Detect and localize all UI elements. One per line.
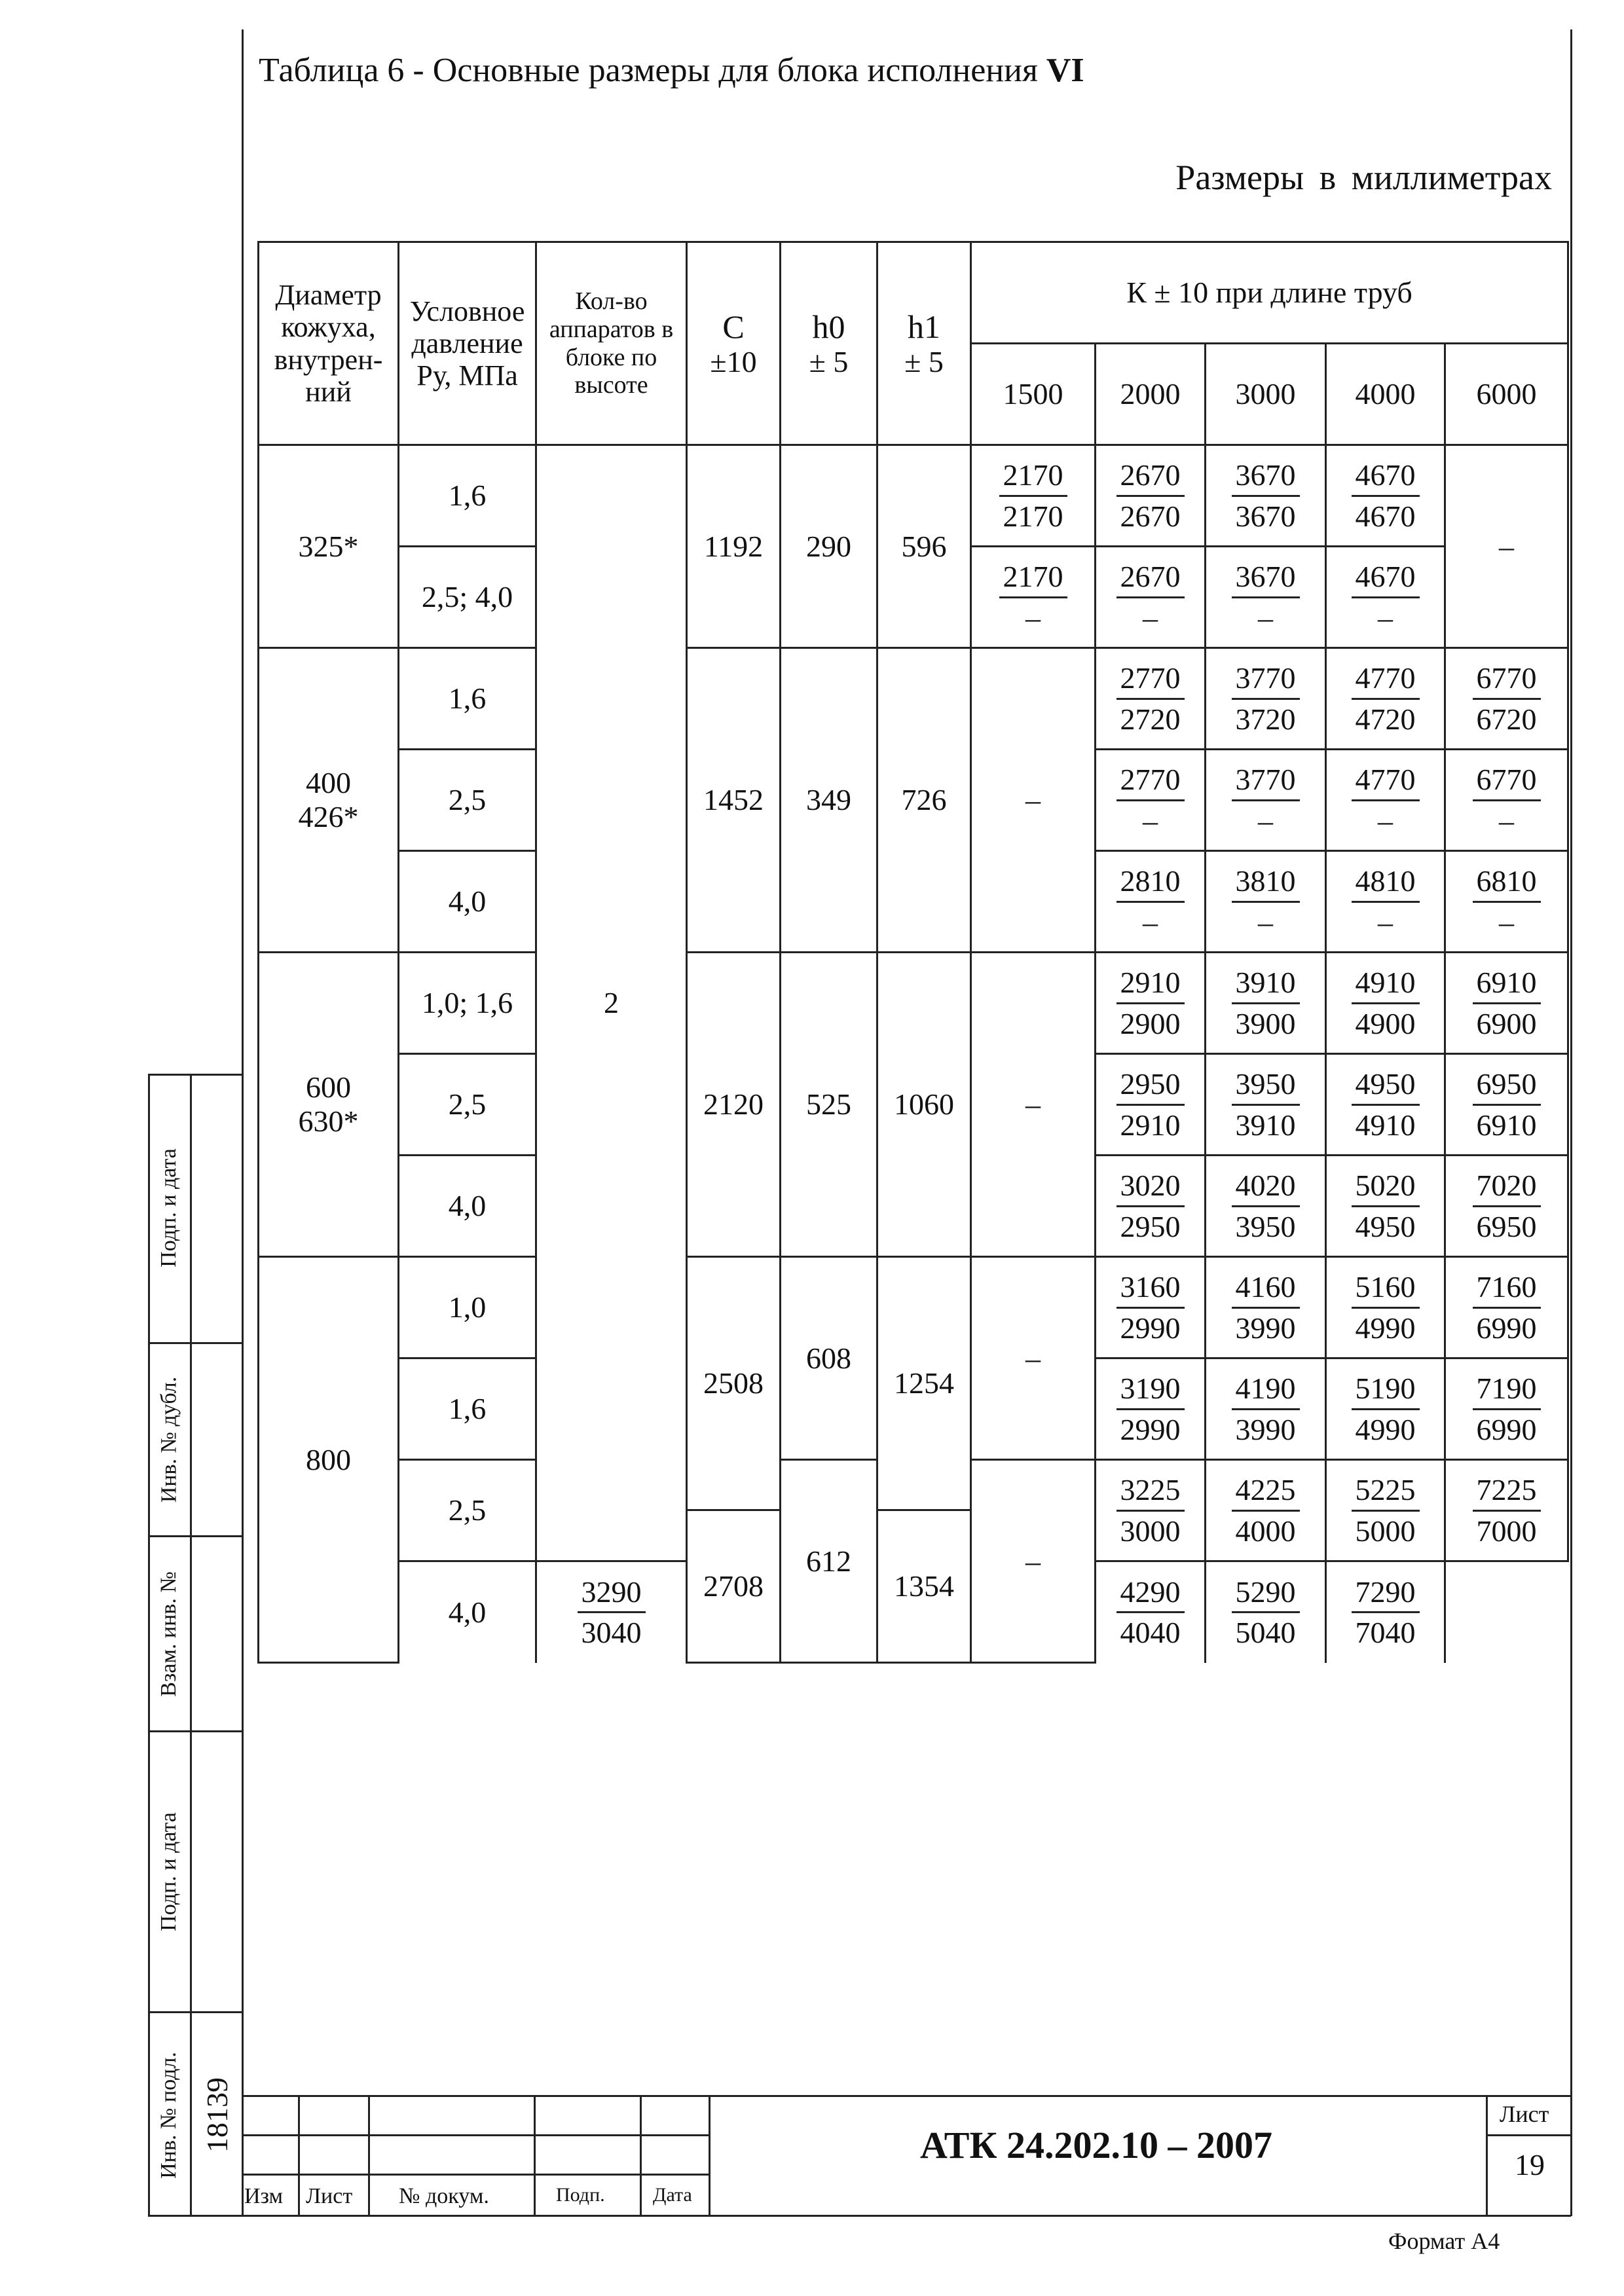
k-denominator: 2910 xyxy=(1120,1108,1181,1142)
cell-k xyxy=(1326,1460,1445,1561)
cell-h1: 1254 xyxy=(877,1257,971,1510)
cell-k xyxy=(1096,1358,1206,1460)
k-numerator: 7160 xyxy=(1473,1270,1541,1309)
cell-c: 2120 xyxy=(687,953,781,1257)
k-denominator: 3000 xyxy=(1120,1514,1181,1548)
tb-rule xyxy=(640,2095,642,2217)
k-numerator: 2810 xyxy=(1116,864,1185,903)
k-numerator: 4160 xyxy=(1232,1270,1300,1309)
cell-k xyxy=(1096,1561,1206,1663)
cell-pressure: 1,6 xyxy=(399,648,536,750)
tb-rule xyxy=(298,2095,300,2217)
k-denominator: 3720 xyxy=(1235,702,1296,736)
cell-k xyxy=(1326,851,1445,953)
k-numerator: 3950 xyxy=(1232,1067,1300,1106)
cell-k xyxy=(1206,750,1326,851)
k-denominator: – xyxy=(1143,803,1158,837)
k-numerator: 4910 xyxy=(1352,966,1420,1004)
cell-k xyxy=(1206,1156,1326,1257)
k-numerator: 4670 xyxy=(1352,458,1420,497)
cell-c: 1192 xyxy=(687,445,781,648)
cell-pressure: 4,0 xyxy=(399,1156,536,1257)
k-numerator: 7020 xyxy=(1473,1169,1541,1207)
header-c-label: С xyxy=(722,308,745,345)
k-numerator: 3290 xyxy=(578,1575,646,1614)
cell-k xyxy=(1326,1257,1445,1358)
k-denominator: 3900 xyxy=(1235,1006,1296,1040)
k-numerator: 4225 xyxy=(1232,1473,1300,1512)
cell-k xyxy=(1326,1561,1445,1663)
k-denominator: 2990 xyxy=(1120,1311,1181,1345)
k-numerator: 5020 xyxy=(1352,1169,1420,1207)
side-label: Инв. № дубл. xyxy=(157,1376,181,1503)
table-title xyxy=(259,51,1084,90)
cell-c: 1452 xyxy=(687,648,781,953)
cell-k xyxy=(1445,953,1568,1054)
cell-diameter: 325* xyxy=(259,445,399,648)
header-length-6000: 6000 xyxy=(1445,344,1568,445)
header-h0 xyxy=(781,242,877,445)
k-denominator: – xyxy=(1499,803,1514,837)
cell-k xyxy=(1096,648,1206,750)
cell-pressure: 4,0 xyxy=(399,1561,536,1663)
k-numerator: 2910 xyxy=(1116,966,1185,1004)
tb-col-data: Дата xyxy=(653,2184,692,2206)
k-numerator: 3910 xyxy=(1232,966,1300,1004)
k-denominator: 2670 xyxy=(1120,499,1181,533)
cell-count: 2 xyxy=(536,445,687,1561)
k-denominator: 4900 xyxy=(1355,1006,1416,1040)
k-numerator: 2770 xyxy=(1116,763,1185,801)
k-denominator: 2950 xyxy=(1120,1209,1181,1243)
header-h0-tol: ± 5 xyxy=(809,344,849,378)
k-numerator: 6950 xyxy=(1473,1067,1541,1106)
k-numerator: 3190 xyxy=(1116,1372,1185,1410)
cell-h0: 525 xyxy=(781,953,877,1257)
cell-h1: 726 xyxy=(877,648,971,953)
header-c-tol: ±10 xyxy=(710,344,757,378)
tb-col-izm: Изм xyxy=(244,2184,284,2208)
header-length-4000: 4000 xyxy=(1326,344,1445,445)
page-frame-right xyxy=(1570,29,1572,2216)
cell-pressure: 1,6 xyxy=(399,1358,536,1460)
table-row xyxy=(259,1257,1568,1307)
table-row xyxy=(259,445,1568,547)
tb-rule xyxy=(242,2095,1571,2097)
cell-k xyxy=(1326,1156,1445,1257)
cell-k xyxy=(1445,750,1568,851)
cell-k xyxy=(1206,1460,1326,1561)
cell-k xyxy=(1096,851,1206,953)
k-denominator: 6950 xyxy=(1476,1209,1537,1243)
k-numerator: 6910 xyxy=(1473,966,1541,1004)
k-numerator: 3160 xyxy=(1116,1270,1185,1309)
header-h1-label: h1 xyxy=(908,308,940,345)
cell-k xyxy=(971,547,1096,648)
k-denominator: 3670 xyxy=(1235,499,1296,533)
header-h1 xyxy=(877,242,971,445)
side-field-inv-podl xyxy=(148,2013,242,2217)
k-numerator: 4950 xyxy=(1352,1067,1420,1106)
k-denominator: 6990 xyxy=(1476,1311,1537,1345)
k-denominator: 6720 xyxy=(1476,702,1537,736)
cell-k xyxy=(536,1561,687,1663)
k-numerator: 2170 xyxy=(999,560,1067,598)
cell-k xyxy=(1206,445,1326,547)
tb-col-podp: Подп. xyxy=(556,2184,605,2206)
side-label: Подп. и дата xyxy=(157,1148,181,1267)
sheet-label: Лист xyxy=(1500,2101,1549,2127)
k-denominator: 2170 xyxy=(1003,499,1063,533)
k-denominator: – xyxy=(1143,905,1158,939)
header-h1-tol: ± 5 xyxy=(904,344,944,378)
k-denominator: 4990 xyxy=(1355,1311,1416,1345)
k-numerator: 6770 xyxy=(1473,763,1541,801)
k-denominator: 6990 xyxy=(1476,1412,1537,1446)
table-row xyxy=(259,648,1568,750)
diameter-line: 600 xyxy=(306,1070,351,1104)
cell-k xyxy=(1206,1358,1326,1460)
k-denominator: 2900 xyxy=(1120,1006,1181,1040)
cell-h0: 290 xyxy=(781,445,877,648)
cell-pressure: 1,0 xyxy=(399,1257,536,1358)
k-numerator: 5190 xyxy=(1352,1372,1420,1410)
title-block xyxy=(242,2095,1571,2217)
cell-h1: 1060 xyxy=(877,953,971,1257)
k-denominator: 7040 xyxy=(1355,1616,1416,1650)
side-field-vzam-inv xyxy=(148,1537,242,1732)
table-title-text: Таблица 6 - Основные размеры для блока исполнения xyxy=(259,52,1046,89)
k-denominator: 6910 xyxy=(1476,1108,1537,1142)
cell-k xyxy=(1445,1054,1568,1156)
side-label: Инв. № подл. xyxy=(157,2051,181,2179)
k-numerator: 3020 xyxy=(1116,1169,1185,1207)
side-field-podp-data-2 xyxy=(148,1732,242,2013)
cell-k xyxy=(1206,851,1326,953)
k-numerator: 3810 xyxy=(1232,864,1300,903)
k-denominator: 3040 xyxy=(581,1616,642,1650)
k-denominator: – xyxy=(1378,905,1393,939)
cell-k xyxy=(1206,1561,1326,1663)
k-denominator: 4950 xyxy=(1355,1209,1416,1243)
cell-pressure: 2,5 xyxy=(399,1054,536,1156)
cell-k xyxy=(1326,1054,1445,1156)
cell-k xyxy=(1445,1358,1568,1460)
cell-h0: 608 xyxy=(781,1257,877,1460)
cell-diameter xyxy=(259,648,399,953)
tb-rule xyxy=(242,2134,709,2136)
header-pressure: Условное давление Ру, МПа xyxy=(399,242,536,445)
k-numerator: 4770 xyxy=(1352,763,1420,801)
k-numerator: 7190 xyxy=(1473,1372,1541,1410)
k-numerator: 4810 xyxy=(1352,864,1420,903)
cell-pressure: 2,5 xyxy=(399,750,536,851)
k-denominator: 5040 xyxy=(1235,1616,1296,1650)
cell-k xyxy=(1096,953,1206,1054)
k-numerator: 4190 xyxy=(1232,1372,1300,1410)
diameter-line: 400 xyxy=(306,766,351,800)
units-note: Размеры в миллиметрах xyxy=(1175,158,1552,197)
k-denominator: 5000 xyxy=(1355,1514,1416,1548)
k-numerator: 3225 xyxy=(1116,1473,1185,1512)
cell-k xyxy=(1326,1358,1445,1460)
k-denominator: 3990 xyxy=(1235,1311,1296,1345)
cell-k xyxy=(1096,547,1206,648)
k-numerator: 4670 xyxy=(1352,560,1420,598)
cell-k xyxy=(1326,445,1445,547)
k-denominator: 2720 xyxy=(1120,702,1181,736)
k-numerator: 3670 xyxy=(1232,560,1300,598)
k-numerator: 4770 xyxy=(1352,661,1420,700)
side-label: Подп. и дата xyxy=(157,1812,181,1931)
tb-rule xyxy=(1486,2134,1571,2136)
k-numerator: 5160 xyxy=(1352,1270,1420,1309)
k-numerator: 3670 xyxy=(1232,458,1300,497)
cell-c: 2708 xyxy=(687,1510,781,1663)
k-denominator: 4720 xyxy=(1355,702,1416,736)
k-numerator: 6810 xyxy=(1473,864,1541,903)
inv-podl-value: 18139 xyxy=(200,2077,234,2153)
cell-k xyxy=(1206,1257,1326,1358)
cell-pressure: 2,5; 4,0 xyxy=(399,547,536,648)
k-denominator: – xyxy=(1378,803,1393,837)
k-denominator: – xyxy=(1258,905,1273,939)
cell-k xyxy=(1096,445,1206,547)
tb-rule xyxy=(1486,2095,1488,2217)
tb-col-list: Лист xyxy=(306,2184,353,2208)
cell-k xyxy=(1445,851,1568,953)
k-denominator: – xyxy=(1258,600,1273,634)
cell-k xyxy=(1096,750,1206,851)
cell-k xyxy=(1445,1156,1568,1257)
header-diameter: Диаметр кожуха, внутрен-ний xyxy=(259,242,399,445)
header-length-3000: 3000 xyxy=(1206,344,1326,445)
header-length-2000: 2000 xyxy=(1096,344,1206,445)
cell-k-6000: – xyxy=(1445,445,1568,648)
tb-rule xyxy=(242,2215,1571,2217)
k-denominator: 2990 xyxy=(1120,1412,1181,1446)
cell-k xyxy=(1096,1156,1206,1257)
cell-h0: 349 xyxy=(781,648,877,953)
side-field-podp-data xyxy=(148,1074,242,1344)
k-numerator: 6770 xyxy=(1473,661,1541,700)
cell-k xyxy=(1206,1054,1326,1156)
table-title-variant: VI xyxy=(1046,52,1084,89)
cell-pressure: 1,6 xyxy=(399,445,536,547)
cell-k xyxy=(1326,953,1445,1054)
diameter-line: 630* xyxy=(298,1104,359,1138)
table-row xyxy=(259,953,1568,1054)
k-numerator: 5225 xyxy=(1352,1473,1420,1512)
k-denominator: – xyxy=(1025,600,1041,634)
document-code: АТК 24.202.10 – 2007 xyxy=(920,2124,1273,2166)
k-numerator: 2950 xyxy=(1116,1067,1185,1106)
cell-k xyxy=(1445,648,1568,750)
format-note: Формат А4 xyxy=(1388,2228,1500,2254)
k-denominator: 3990 xyxy=(1235,1412,1296,1446)
cell-h1: 1354 xyxy=(877,1510,971,1663)
k-numerator: 2670 xyxy=(1116,560,1185,598)
tb-rule xyxy=(368,2095,370,2217)
diameter-line: 426* xyxy=(298,800,359,833)
cell-k-1500: – xyxy=(971,1460,1096,1663)
k-numerator: 4020 xyxy=(1232,1169,1300,1207)
cell-k xyxy=(1096,1460,1206,1561)
k-denominator: 3950 xyxy=(1235,1209,1296,1243)
k-denominator: – xyxy=(1499,905,1514,939)
k-numerator: 3770 xyxy=(1232,661,1300,700)
k-numerator: 2670 xyxy=(1116,458,1185,497)
k-numerator: 3770 xyxy=(1232,763,1300,801)
header-count: Кол-во аппаратов в блоке по высоте xyxy=(536,242,687,445)
cell-h0: 612 xyxy=(781,1460,877,1663)
sheet-number: 19 xyxy=(1515,2148,1545,2181)
cell-k xyxy=(1326,750,1445,851)
tb-rule xyxy=(534,2095,536,2217)
k-numerator: 7290 xyxy=(1352,1575,1420,1614)
cell-diameter xyxy=(259,953,399,1257)
tb-rule xyxy=(709,2095,710,2217)
cell-k xyxy=(1096,1257,1206,1358)
side-field-inv-dubl xyxy=(148,1344,242,1537)
header-c xyxy=(687,242,781,445)
k-denominator: 4910 xyxy=(1355,1108,1416,1142)
k-denominator: 4040 xyxy=(1120,1616,1181,1650)
k-denominator: 4000 xyxy=(1235,1514,1296,1548)
dimensions-table xyxy=(257,241,1569,1664)
cell-k xyxy=(1206,648,1326,750)
side-label: Взам. инв. № xyxy=(157,1571,181,1697)
k-denominator: – xyxy=(1378,600,1393,634)
cell-k xyxy=(971,445,1096,547)
cell-c: 2508 xyxy=(687,1257,781,1510)
k-numerator: 7225 xyxy=(1473,1473,1541,1512)
k-numerator: 4290 xyxy=(1116,1575,1185,1614)
cell-k xyxy=(1445,1257,1568,1358)
k-numerator: 5290 xyxy=(1232,1575,1300,1614)
cell-k xyxy=(1326,648,1445,750)
k-denominator: 4670 xyxy=(1355,499,1416,533)
k-denominator: 7000 xyxy=(1476,1514,1537,1548)
cell-k xyxy=(1096,1054,1206,1156)
k-numerator: 2170 xyxy=(999,458,1067,497)
cell-k xyxy=(1326,547,1445,648)
cell-diameter: 800 xyxy=(259,1257,399,1663)
k-denominator: 6900 xyxy=(1476,1006,1537,1040)
cell-pressure: 1,0; 1,6 xyxy=(399,953,536,1054)
k-denominator: 3910 xyxy=(1235,1108,1296,1142)
k-denominator: 4990 xyxy=(1355,1412,1416,1446)
k-denominator: – xyxy=(1258,803,1273,837)
cell-k-1500: – xyxy=(971,648,1096,953)
cell-h1: 596 xyxy=(877,445,971,648)
cell-k xyxy=(1206,547,1326,648)
cell-pressure: 2,5 xyxy=(399,1460,536,1561)
tb-rule xyxy=(242,2174,709,2176)
header-h0-label: h0 xyxy=(812,308,845,345)
k-numerator: 2770 xyxy=(1116,661,1185,700)
k-denominator: – xyxy=(1143,600,1158,634)
cell-k xyxy=(1206,953,1326,1054)
tb-col-dokum: № докум. xyxy=(399,2184,489,2208)
cell-k-1500: – xyxy=(971,1257,1096,1460)
header-k-group: К ± 10 при длине труб xyxy=(971,242,1568,344)
cell-k-1500: – xyxy=(971,953,1096,1257)
cell-pressure: 4,0 xyxy=(399,851,536,953)
cell-k xyxy=(1445,1460,1568,1561)
header-length-1500: 1500 xyxy=(971,344,1096,445)
